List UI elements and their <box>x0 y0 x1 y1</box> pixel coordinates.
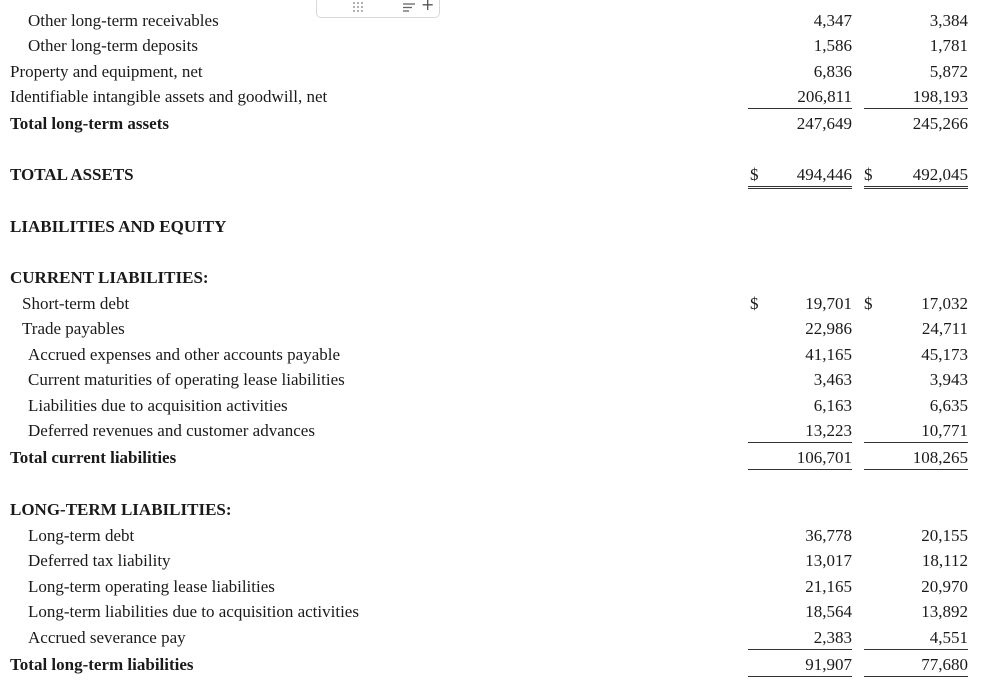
value-col1: 21,165 <box>805 577 852 596</box>
value-col2: 492,045 <box>864 164 968 189</box>
value-col2: 4,551 <box>864 627 968 650</box>
section-heading <box>0 216 986 240</box>
value-col2: 13,892 <box>921 602 968 621</box>
currency-symbol: $ <box>864 294 873 313</box>
table-row <box>0 420 986 444</box>
row-label: Long-term operating lease liabilities <box>28 577 275 596</box>
row-label: Total long-term liabilities <box>10 655 194 674</box>
value-col1: 13,223 <box>748 420 852 443</box>
row-label: Deferred revenues and customer advances <box>28 421 315 440</box>
value-col2: 20,970 <box>921 577 968 596</box>
value-col1: 13,017 <box>805 551 852 570</box>
row-label: Short-term debt <box>22 294 130 313</box>
value-col1: 4,347 <box>813 11 852 30</box>
table-row <box>0 550 986 574</box>
row-label: Long-term debt <box>28 526 135 545</box>
currency-symbol: $ <box>750 165 759 184</box>
value-col1: 41,165 <box>805 345 852 364</box>
row-label: Long-term liabilities due to acquisition activities <box>28 602 359 621</box>
value-col1: 18,564 <box>805 602 852 621</box>
value-col2: 1,781 <box>929 36 968 55</box>
value-col1: 6,163 <box>813 396 852 415</box>
row-label: Accrued severance pay <box>28 628 186 647</box>
row-label: Total long-term assets <box>10 114 169 133</box>
value-col2: 77,680 <box>864 654 968 677</box>
value-col2: 20,155 <box>921 526 968 545</box>
currency-symbol: $ <box>864 165 873 184</box>
value-col2: 6,635 <box>929 396 968 415</box>
value-col1: 494,446 <box>748 164 852 189</box>
table-row <box>0 395 986 419</box>
row-label: Other long-term deposits <box>28 36 198 55</box>
value-col2: 3,943 <box>929 370 968 389</box>
row-label: Identifiable intangible assets and goodwill, net <box>10 87 328 106</box>
value-col2: 108,265 <box>864 447 968 470</box>
table-row <box>0 369 986 393</box>
table-row <box>0 293 986 317</box>
row-label: Trade payables <box>22 319 125 338</box>
row-label: LIABILITIES AND EQUITY <box>10 217 227 236</box>
row-label: Property and equipment, net <box>10 62 203 81</box>
value-col2: 5,872 <box>929 62 968 81</box>
table-row <box>0 654 986 678</box>
value-col1: 3,463 <box>813 370 852 389</box>
value-col2: 245,266 <box>912 114 968 133</box>
value-col1: 91,907 <box>748 654 852 677</box>
add-icon[interactable]: + <box>421 0 435 14</box>
value-col1: 2,383 <box>748 627 852 650</box>
row-label: LONG-TERM LIABILITIES: <box>10 500 232 519</box>
value-col1: 247,649 <box>796 114 852 133</box>
value-col2: 10,771 <box>864 420 968 443</box>
table-row <box>0 35 986 59</box>
table-row <box>0 318 986 342</box>
table-row <box>0 601 986 625</box>
value-col1: 206,811 <box>748 86 852 109</box>
value-col1: 19,701 <box>805 294 852 313</box>
table-row <box>0 164 986 188</box>
row-label: CURRENT LIABILITIES: <box>10 268 209 287</box>
row-label: Liabilities due to acquisition activities <box>28 396 288 415</box>
value-col2: 45,173 <box>921 345 968 364</box>
row-label: Current maturities of operating lease liabilities <box>28 370 345 389</box>
table-row <box>0 10 986 34</box>
row-label: Total current liabilities <box>10 448 177 467</box>
row-label: Deferred tax liability <box>28 551 171 570</box>
value-col2: 198,193 <box>864 86 968 109</box>
value-col2: 18,112 <box>921 551 968 570</box>
table-row <box>0 576 986 600</box>
row-label: Accrued expenses and other accounts payable <box>28 345 341 364</box>
value-col2: 3,384 <box>929 11 968 30</box>
value-col1: 6,836 <box>813 62 852 81</box>
value-col2: 17,032 <box>921 294 968 313</box>
table-row <box>0 525 986 549</box>
table-row <box>0 61 986 85</box>
section-heading <box>0 267 986 291</box>
table-row <box>0 344 986 368</box>
value-col2: 24,711 <box>921 319 968 338</box>
row-label: Other long-term receivables <box>28 11 219 30</box>
table-row <box>0 447 986 471</box>
value-col1: 1,586 <box>813 36 852 55</box>
row-label: TOTAL ASSETS <box>10 165 134 184</box>
value-col1: 22,986 <box>805 319 852 338</box>
table-row <box>0 86 986 110</box>
table-row <box>0 113 986 137</box>
value-col1: 36,778 <box>805 526 852 545</box>
currency-symbol: $ <box>750 294 759 313</box>
table-row <box>0 627 986 651</box>
section-heading <box>0 499 986 523</box>
value-col1: 106,701 <box>748 447 852 470</box>
